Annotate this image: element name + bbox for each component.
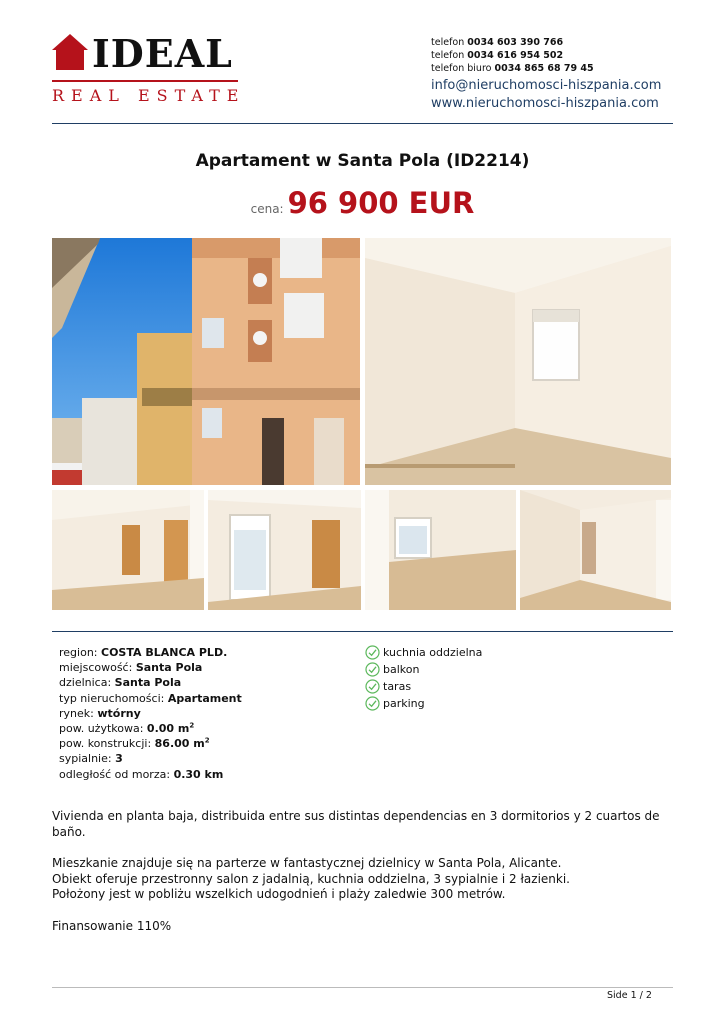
check-circle-icon xyxy=(365,679,380,694)
feature-item: kuchnia oddzielna xyxy=(365,644,565,661)
footer-divider xyxy=(52,987,673,988)
price-row xyxy=(52,186,673,220)
check-circle-icon xyxy=(365,645,380,660)
detail-row: odległość od morza: 0.30 km xyxy=(59,767,224,781)
company-logo xyxy=(52,31,246,106)
phone-line: telefon biuro 0034 865 68 79 45 xyxy=(431,63,594,74)
photo-room-doors[interactable] xyxy=(52,490,204,610)
logo-rule xyxy=(52,80,238,82)
description xyxy=(52,809,677,934)
phone-line: telefon 0034 616 954 502 xyxy=(431,50,564,61)
description-paragraph: Vivienda en planta baja, distribuida entre sus distintas dependencias en 3 dormitorios y 2 cuartos de baño. xyxy=(52,809,660,839)
price-value: 96 900 EUR xyxy=(287,186,475,220)
house-icon xyxy=(52,34,88,70)
phone-line: telefon 0034 603 390 766 xyxy=(431,37,564,48)
description-paragraph: Mieszkanie znajduje się na parterze w fantastycznej dzielnicy w Santa Pola, Alicante. xyxy=(52,856,562,870)
detail-row: region: COSTA BLANCA PLD. xyxy=(59,646,228,659)
detail-row: typ nieruchomości: Apartament xyxy=(59,691,242,705)
features-list xyxy=(365,644,565,712)
detail-row: sypialnie: 3 xyxy=(59,752,123,766)
detail-row: dzielnica: Santa Pola xyxy=(59,676,182,690)
check-circle-icon xyxy=(365,662,380,677)
feature-item: balkon xyxy=(365,661,565,678)
detail-row: pow. konstrukcji: 86.00 $m^2$ xyxy=(59,736,210,751)
description-paragraph: Obiekt oferuje przestronny salon z jadalnią, kuchnia oddzielna, 3 sypialnie i 2 łazienki. xyxy=(52,871,570,886)
brand-subtitle: REAL ESTATE xyxy=(52,86,246,105)
property-details xyxy=(59,645,349,782)
photo-room-window[interactable] xyxy=(365,490,516,610)
contact-block xyxy=(431,36,681,113)
detail-row: miejscowość: Santa Pola xyxy=(59,661,203,675)
photo-room-balcony[interactable] xyxy=(208,490,361,610)
photo-empty-room[interactable] xyxy=(365,238,671,485)
description-paragraph: Położony jest w pobliżu wszelkich udogodnień i plaży zaledwie 300 metrów. xyxy=(52,887,506,901)
website-link[interactable]: www.nieruchomosci-hiszpania.com xyxy=(431,96,659,111)
description-paragraph: Finansowanie 110% xyxy=(52,918,172,933)
photo-building-exterior[interactable] xyxy=(52,238,360,485)
feature-item: taras xyxy=(365,678,565,695)
page-number: Side 1 / 2 xyxy=(607,990,652,1001)
feature-item: parking xyxy=(365,695,565,712)
check-circle-icon xyxy=(365,696,380,711)
detail-row: rynek: wtórny xyxy=(59,706,141,720)
brand-name: IDEAL xyxy=(92,31,233,76)
email-link[interactable]: info@nieruchomosci-hiszpania.com xyxy=(431,78,662,93)
price-label: cena: xyxy=(250,202,284,216)
header-divider xyxy=(52,123,673,124)
detail-row: pow. użytkowa: 0.00 $m^2$ xyxy=(59,721,195,736)
photo-room-corridor[interactable] xyxy=(520,490,671,610)
details-divider xyxy=(52,631,673,632)
listing-title: Apartament w Santa Pola (ID2214) xyxy=(195,151,530,171)
